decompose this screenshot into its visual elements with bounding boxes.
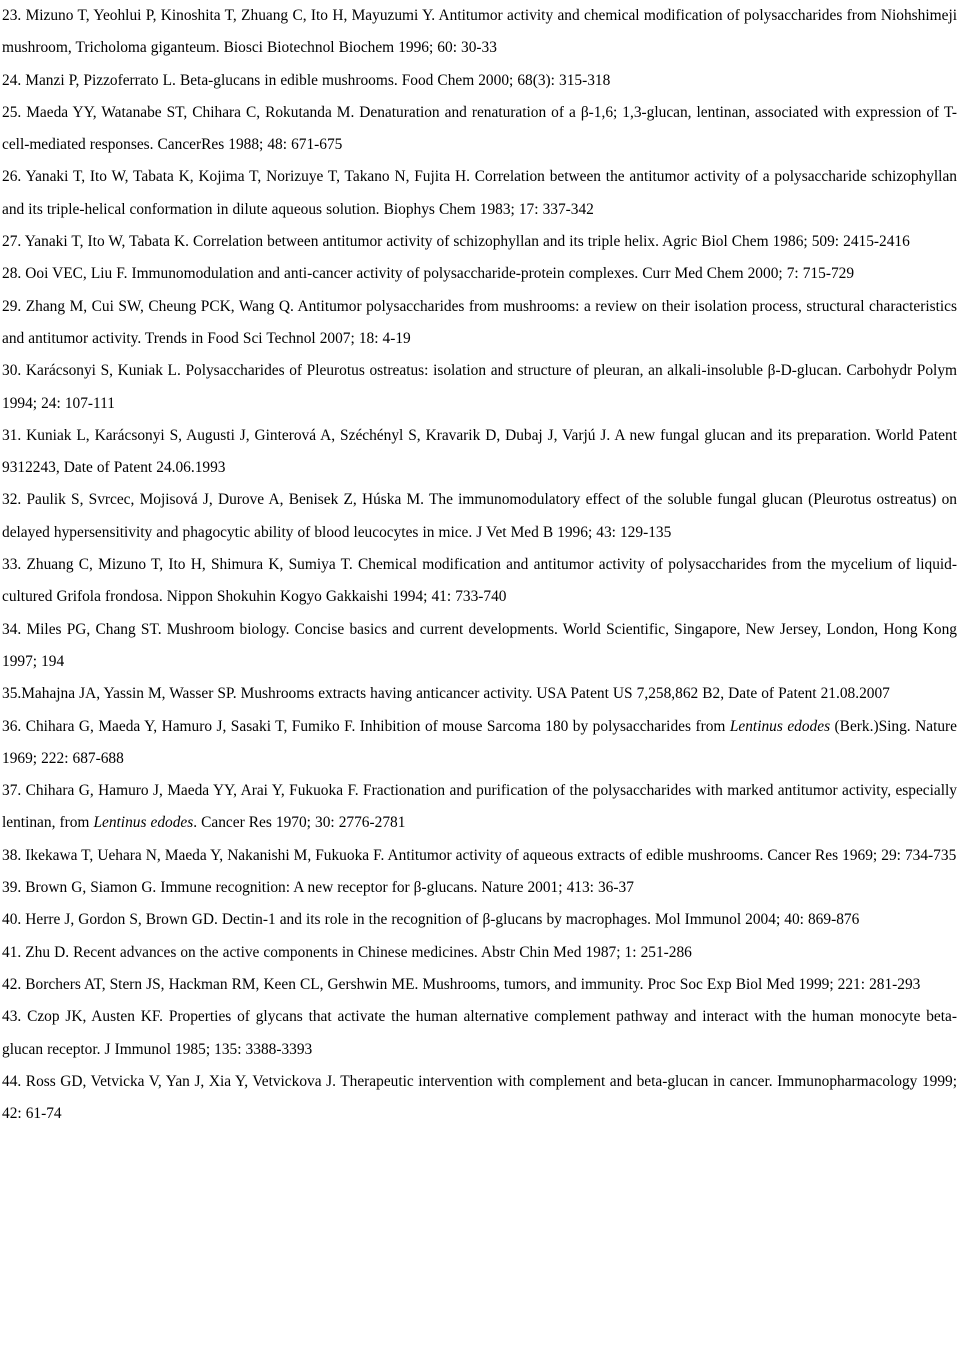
reference-entry — [2, 969, 957, 1001]
reference-text: 39. Brown G, Siamon G. Immune recognition: A new receptor for β-glucans. Nature 2001; 413: 36-37 — [2, 879, 634, 897]
reference-entry — [2, 840, 957, 872]
reference-entry — [2, 678, 957, 710]
reference-entry — [2, 1001, 957, 1066]
reference-entry — [2, 258, 957, 290]
reference-text: 36. Chihara G, Maeda Y, Hamuro J, Sasaki T, Fumiko F. Inhibition of mouse Sarcoma 180 by polysaccharides from — [2, 717, 730, 735]
reference-entry — [2, 937, 957, 969]
reference-text: 23. Mizuno T, Yeohlui P, Kinoshita T, Zhuang C, Ito H, Mayuzumi Y. Antitumor activity and chemical modification of polysaccharides from Niohshimeji mushroom, Tricholoma giganteum. Biosci Biotechnol Biochem 1996; 60: 30-33 — [2, 7, 957, 57]
reference-entry — [2, 484, 957, 549]
reference-text: 43. Czop JK, Austen KF. Properties of glycans that activate the human alternative complement pathway and interact with the human monocyte beta-glucan receptor. J Immunol 1985; 135: 3388-3393 — [2, 1008, 957, 1058]
reference-text: . Cancer Res 1970; 30: 2776-2781 — [193, 814, 406, 832]
reference-entry — [2, 420, 957, 485]
reference-text: 26. Yanaki T, Ito W, Tabata K, Kojima T, Norizuye T, Takano N, Fujita H. Correlation between the antitumor activity of a polysaccharide schizophyllan and its triple-helical conformation in dilute aqueous solution. Biophys Chem 1983; 17: 337-342 — [2, 168, 957, 218]
reference-entry — [2, 872, 957, 904]
reference-text: 33. Zhuang C, Mizuno T, Ito H, Shimura K, Sumiya T. Chemical modification and antitumor activity of polysaccharides from the mycelium of liquid-cultured Grifola frondosa. Nippon Shokuhin Kogyo Gakkaishi 1994; 41: 733-740 — [2, 556, 957, 606]
reference-entry — [2, 97, 957, 162]
reference-text: 32. Paulik S, Svrcec, Mojisová J, Durove A, Benisek Z, Húska M. The immunomodulatory effect of the soluble fungal glucan (Pleurotus ostreatus) on delayed hypersensitivity and phagocytic ability of blood leucocytes in mice. J Vet Med B 1996; 43: 129-135 — [2, 491, 957, 541]
reference-text: 27. Yanaki T, Ito W, Tabata K. Correlation between antitumor activity of schizophyllan and its triple helix. Agric Biol Chem 1986; 509: 2415-2416 — [2, 233, 910, 251]
reference-entry — [2, 161, 957, 226]
reference-text: 35.Mahajna JA, Yassin M, Wasser SP. Mushrooms extracts having anticancer activity. USA Patent US 7,258,862 B2, Date of Patent 21.08.2007 — [2, 685, 890, 703]
reference-text: 25. Maeda YY, Watanabe ST, Chihara C, Rokutanda M. Denaturation and renaturation of a β-1,6; 1,3-glucan, lentinan, associated with expression of T-cell-mediated responses. CancerRes 1988; 48: 671-675 — [2, 103, 957, 154]
reference-entry — [2, 65, 957, 97]
reference-text: 42. Borchers AT, Stern JS, Hackman RM, Keen CL, Gershwin ME. Mushrooms, tumors, and immunity. Proc Soc Exp Biol Med 1999; 221: 281-293 — [2, 975, 921, 993]
reference-entry — [2, 614, 957, 679]
reference-text: 38. Ikekawa T, Uehara N, Maeda Y, Nakanishi M, Fukuoka F. Antitumor activity of aqueous extracts of edible mushrooms. Cancer Res 1969; 29: 734-735 — [2, 846, 957, 864]
reference-entry — [2, 355, 957, 420]
reference-text: 31. Kuniak L, Karácsonyi S, Augusti J, Ginterová A, Széchényl S, Kravarik D, Dubaj J, Varjú J. A new fungal glucan and its preparation. World Patent 9312243, Date of Patent 24.06.1993 — [2, 426, 957, 477]
reference-text: 44. Ross GD, Vetvicka V, Yan J, Xia Y, Vetvickova J. Therapeutic intervention with complement and beta-glucan in cancer. Immunopharmacology 1999; 42: 61-74 — [2, 1072, 957, 1123]
reference-entry — [2, 775, 957, 840]
reference-entry — [2, 1066, 957, 1131]
reference-italic-text: Lentinus edodes — [729, 717, 831, 735]
reference-entry — [2, 0, 957, 65]
reference-text: 41. Zhu D. Recent advances on the active components in Chinese medicines. Abstr Chin Med 1987; 1: 251-286 — [2, 943, 692, 961]
reference-text: (Berk.)Sing. Nature 1969; 222: 687-688 — [2, 717, 957, 767]
reference-text: 28. Ooi VEC, Liu F. Immunomodulation and anti-cancer activity of polysaccharide-protein complexes. Curr Med Chem 2000; 7: 715-729 — [2, 265, 855, 283]
reference-text: 24. Manzi P, Pizzoferrato L. Beta-glucans in edible mushrooms. Food Chem 2000; 68(3): 315-318 — [2, 71, 611, 89]
reference-entry — [2, 904, 957, 936]
reference-text: 34. Miles PG, Chang ST. Mushroom biology. Concise basics and current developments. World Scientific, Singapore, New Jersey, London, Hong Kong 1997; 194 — [2, 620, 957, 670]
reference-text: 30. Karácsonyi S, Kuniak L. Polysaccharides of Pleurotus ostreatus: isolation and structure of pleuran, an alkali-insoluble β-D-glucan. Carbohydr Polym 1994; 24: 107-111 — [2, 362, 957, 412]
reference-entry — [2, 291, 957, 356]
reference-italic-text: Lentinus edodes — [93, 814, 194, 832]
reference-entry — [2, 549, 957, 614]
reference-entry — [2, 711, 957, 776]
reference-entry — [2, 226, 957, 258]
reference-text: 37. Chihara G, Hamuro J, Maeda YY, Arai Y, Fukuoka F. Fractionation and purification of the polysaccharides with marked antitumor activity, especially lentinan, from — [2, 782, 957, 832]
reference-text: 40. Herre J, Gordon S, Brown GD. Dectin-1 and its role in the recognition of β-glucans by macrophages. Mol Immunol 2004; 40: 869-876 — [2, 911, 860, 929]
reference-text: 29. Zhang M, Cui SW, Cheung PCK, Wang Q. Antitumor polysaccharides from mushrooms: a review on their isolation process, structural characteristics and antitumor activity. Trends in Food Sci Technol 2007; 18: 4-19 — [2, 297, 957, 347]
